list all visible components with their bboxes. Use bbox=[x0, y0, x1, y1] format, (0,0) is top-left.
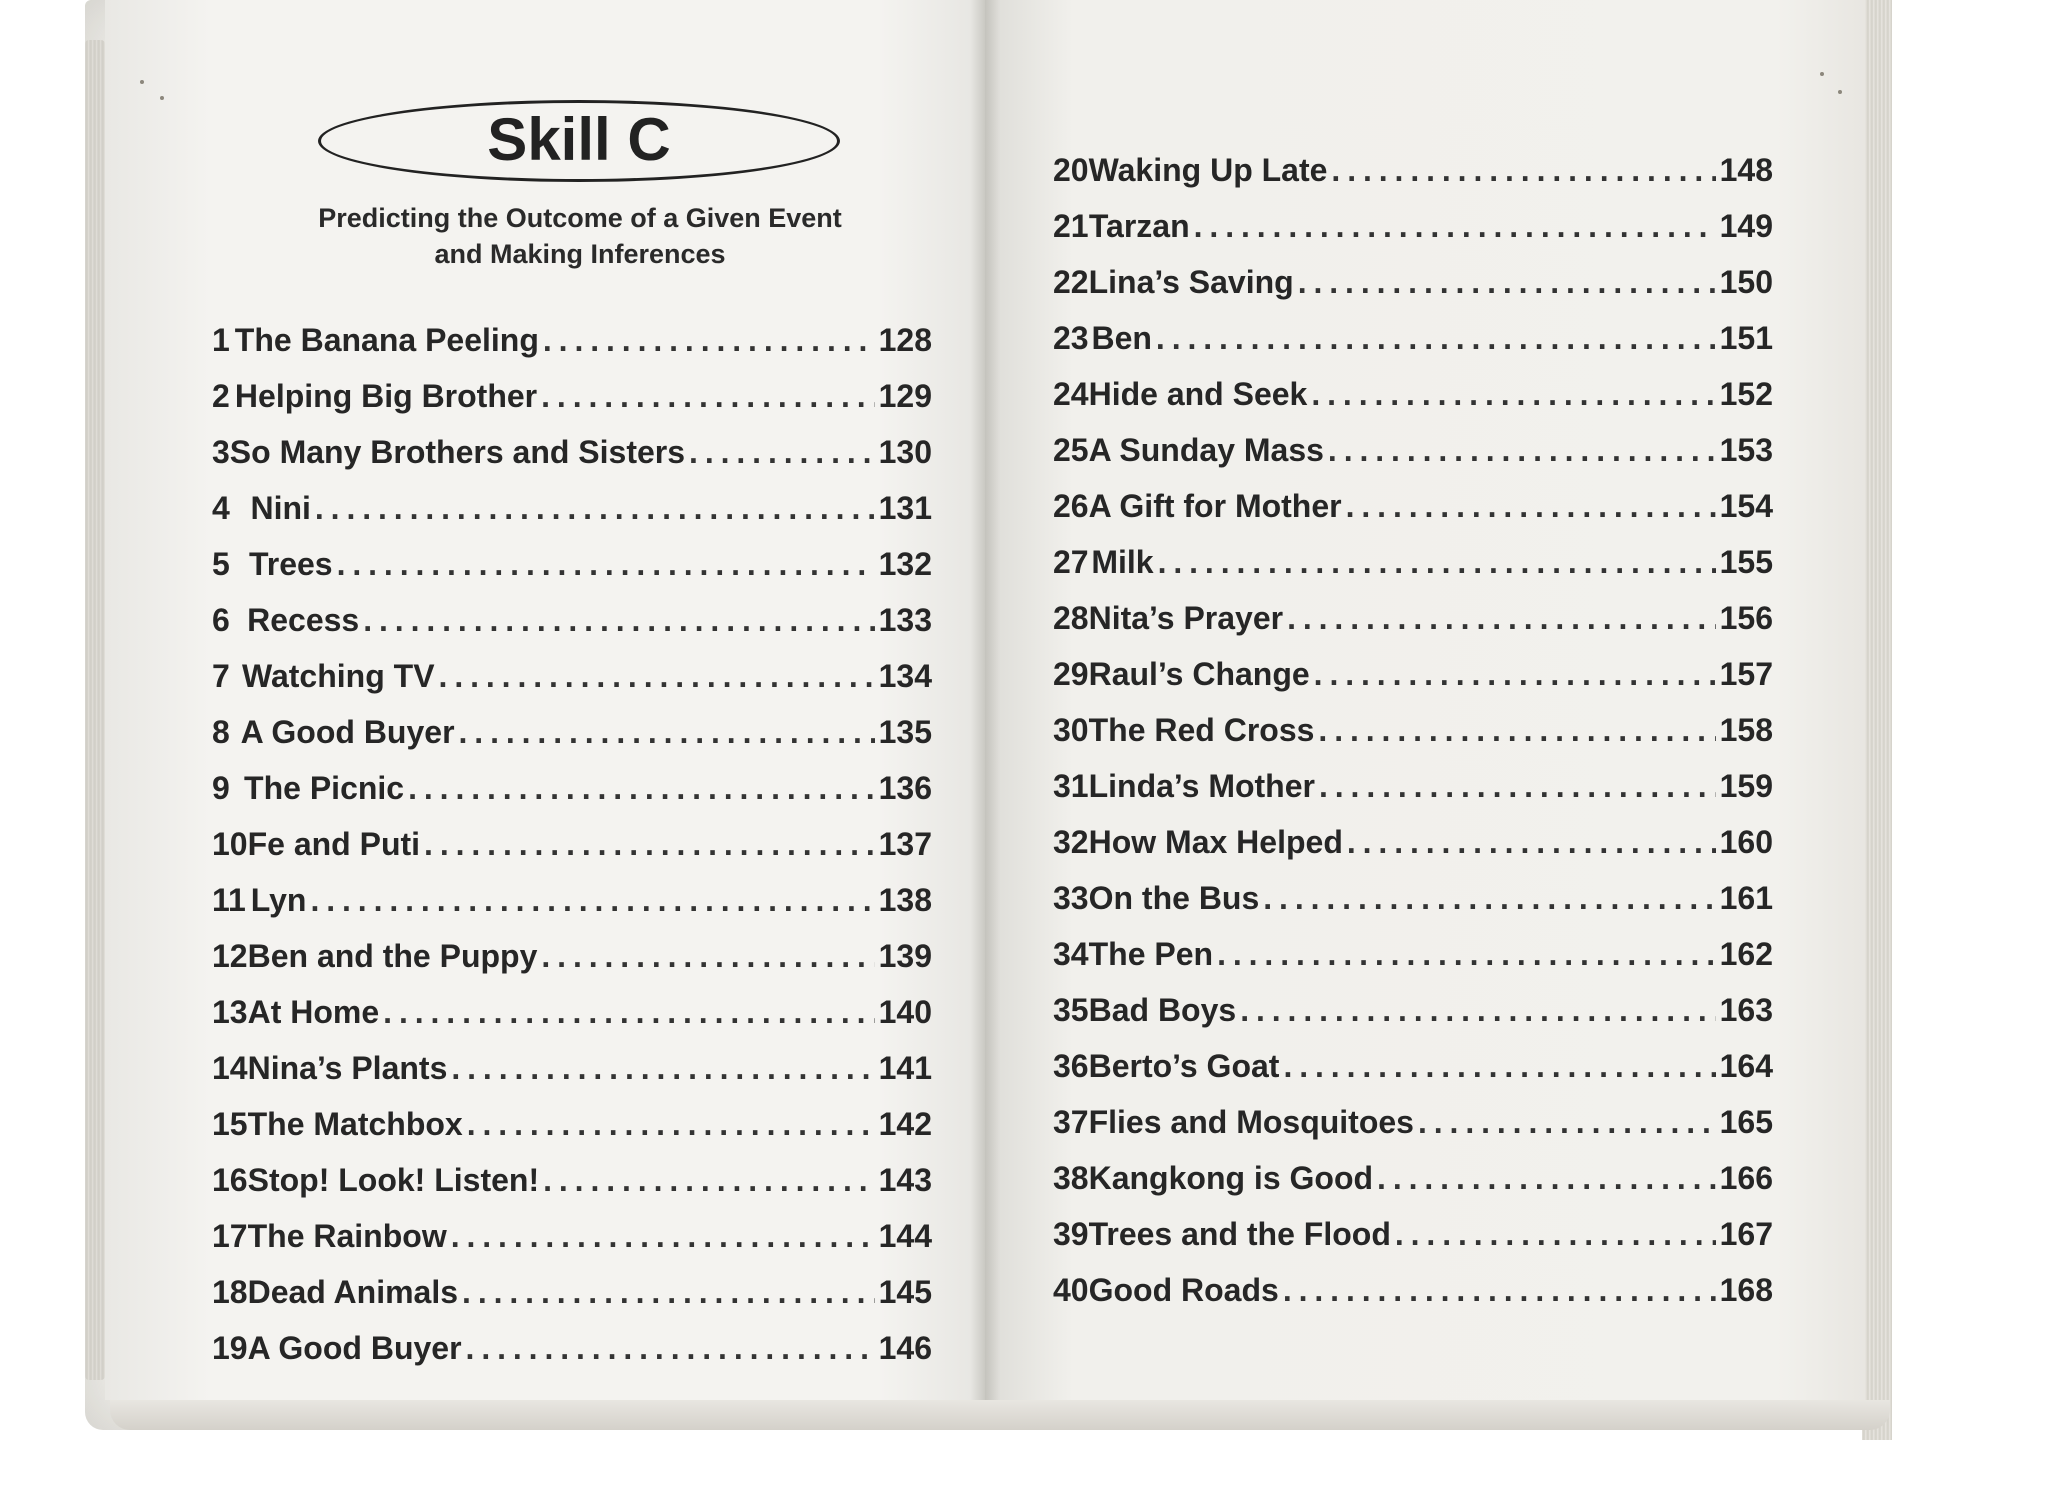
toc-entry bbox=[212, 1152, 932, 1208]
toc-entry-number: 40 bbox=[1053, 1271, 1089, 1308]
toc-entry-title: Tarzan bbox=[1088, 207, 1190, 244]
paper-speck bbox=[140, 80, 144, 84]
toc-entry-number: 12 bbox=[212, 937, 248, 974]
toc-entry-title: Linda’s Mother bbox=[1088, 767, 1315, 804]
toc-leader-dots bbox=[451, 1218, 875, 1255]
toc-entry-number: 27 bbox=[1053, 543, 1089, 580]
toc-entry-title: Lina’s Saving bbox=[1088, 263, 1294, 300]
toc-entry-title: The Red Cross bbox=[1088, 711, 1315, 748]
toc-entry-number: 38 bbox=[1053, 1159, 1089, 1196]
toc-leader-dots bbox=[1318, 712, 1715, 749]
toc-entry-number: 32 bbox=[1053, 823, 1089, 860]
toc-leader-dots bbox=[543, 322, 875, 359]
toc-entry-page: 158 bbox=[1719, 711, 1773, 748]
toc-entry-title: Nina’s Plants bbox=[247, 1049, 448, 1086]
toc-entry-title: Hide and Seek bbox=[1088, 375, 1308, 412]
toc-entry-title: The Picnic bbox=[244, 769, 405, 806]
skill-title: Skill C bbox=[487, 106, 671, 173]
toc-entry-number: 33 bbox=[1053, 879, 1089, 916]
toc-entry-number: 18 bbox=[212, 1273, 248, 1310]
toc-entry-page: 142 bbox=[878, 1105, 932, 1142]
toc-entry-title: Kangkong is Good bbox=[1088, 1159, 1374, 1196]
toc-entry-number: 7 bbox=[212, 657, 230, 694]
toc-entry bbox=[212, 1040, 932, 1096]
toc-entry bbox=[212, 760, 932, 816]
toc-entry-page: 130 bbox=[878, 433, 932, 470]
toc-entry-number: 17 bbox=[212, 1217, 248, 1254]
toc-entry-page: 155 bbox=[1719, 543, 1773, 580]
toc-entry-page: 129 bbox=[878, 377, 932, 414]
toc-entry bbox=[1053, 1094, 1773, 1150]
toc-entry-title: Nini bbox=[250, 489, 311, 526]
toc-list-right bbox=[1053, 142, 1773, 1318]
toc-entry bbox=[1053, 646, 1773, 702]
toc-entry bbox=[1053, 702, 1773, 758]
toc-entry-title: Trees and the Flood bbox=[1088, 1215, 1391, 1252]
toc-entry-number: 35 bbox=[1053, 991, 1089, 1028]
toc-entry-number: 28 bbox=[1053, 599, 1089, 636]
toc-entry bbox=[212, 648, 932, 704]
toc-leader-dots bbox=[408, 770, 875, 807]
toc-entry-title: Bad Boys bbox=[1088, 991, 1237, 1028]
paper-speck bbox=[1820, 72, 1824, 76]
toc-leader-dots bbox=[1298, 264, 1716, 301]
skill-subtitle-line2: and Making Inferences bbox=[434, 239, 726, 269]
toc-leader-dots bbox=[1194, 208, 1716, 245]
toc-entry bbox=[212, 872, 932, 928]
toc-leader-dots bbox=[1314, 656, 1716, 693]
toc-entry bbox=[212, 536, 932, 592]
toc-leader-dots bbox=[1283, 1272, 1716, 1309]
toc-entry-page: 164 bbox=[1719, 1047, 1773, 1084]
toc-entry bbox=[212, 816, 932, 872]
toc-entry-title: So Many Brothers and Sisters bbox=[229, 433, 686, 470]
toc-entry-number: 15 bbox=[212, 1105, 248, 1142]
toc-leader-dots bbox=[451, 1050, 874, 1087]
skill-subtitle bbox=[270, 200, 890, 272]
toc-entry-page: 168 bbox=[1719, 1271, 1773, 1308]
toc-entry-title: Waking Up Late bbox=[1088, 151, 1328, 188]
toc-leader-dots bbox=[337, 546, 875, 583]
toc-entry bbox=[212, 424, 932, 480]
page-edges-bottom bbox=[110, 1400, 1890, 1430]
toc-entry bbox=[1053, 254, 1773, 310]
paper-speck bbox=[1838, 90, 1842, 94]
toc-entry-page: 154 bbox=[1719, 487, 1773, 524]
toc-entry-page: 165 bbox=[1719, 1103, 1773, 1140]
toc-entry-title: The Pen bbox=[1088, 935, 1214, 972]
toc-entry bbox=[1053, 926, 1773, 982]
toc-leader-dots bbox=[1158, 544, 1716, 581]
paper-speck bbox=[160, 96, 164, 100]
toc-entry bbox=[1053, 534, 1773, 590]
toc-leader-dots bbox=[467, 1106, 875, 1143]
toc-entry bbox=[212, 368, 932, 424]
toc-entry bbox=[1053, 870, 1773, 926]
toc-entry-title: Recess bbox=[247, 601, 360, 638]
toc-entry-page: 150 bbox=[1719, 263, 1773, 300]
toc-leader-dots bbox=[1283, 1048, 1715, 1085]
toc-entry-page: 159 bbox=[1719, 767, 1773, 804]
toc-entry-page: 157 bbox=[1719, 655, 1773, 692]
toc-entry-page: 167 bbox=[1719, 1215, 1773, 1252]
toc-entry-number: 30 bbox=[1053, 711, 1089, 748]
toc-leader-dots bbox=[1377, 1160, 1716, 1197]
toc-entry-title: Stop! Look! Listen! bbox=[247, 1161, 540, 1198]
toc-entry bbox=[1053, 310, 1773, 366]
toc-entry bbox=[1053, 198, 1773, 254]
toc-entry-number: 10 bbox=[212, 825, 248, 862]
toc-entry bbox=[1053, 758, 1773, 814]
toc-entry-page: 134 bbox=[878, 657, 932, 694]
toc-entry-title: A Gift for Mother bbox=[1088, 487, 1342, 524]
toc-entry bbox=[1053, 1206, 1773, 1262]
toc-entry-page: 162 bbox=[1719, 935, 1773, 972]
toc-entry-title: How Max Helped bbox=[1088, 823, 1343, 860]
toc-entry-number: 29 bbox=[1053, 655, 1089, 692]
toc-entry bbox=[1053, 1262, 1773, 1318]
toc-entry-title: The Rainbow bbox=[247, 1217, 447, 1254]
toc-leader-dots bbox=[424, 826, 875, 863]
toc-leader-dots bbox=[1319, 768, 1716, 805]
toc-entry-page: 132 bbox=[878, 545, 932, 582]
toc-entry-page: 138 bbox=[878, 881, 932, 918]
toc-entry bbox=[212, 928, 932, 984]
toc-entry-number: 9 bbox=[212, 769, 230, 806]
toc-entry-title: Nita’s Prayer bbox=[1088, 599, 1284, 636]
toc-entry-number: 36 bbox=[1053, 1047, 1089, 1084]
toc-leader-dots bbox=[315, 490, 875, 527]
toc-entry-number: 34 bbox=[1053, 935, 1089, 972]
toc-entry-number: 19 bbox=[212, 1329, 248, 1366]
toc-entry-page: 151 bbox=[1719, 319, 1773, 356]
toc-entry-title: Berto’s Goat bbox=[1088, 1047, 1280, 1084]
toc-entry-page: 160 bbox=[1719, 823, 1773, 860]
page-edges-left bbox=[85, 40, 105, 1380]
toc-entry-number: 26 bbox=[1053, 487, 1089, 524]
toc-entry-title: Watching TV bbox=[241, 657, 435, 694]
toc-entry-page: 131 bbox=[878, 489, 932, 526]
toc-entry-title: Dead Animals bbox=[247, 1273, 459, 1310]
toc-entry bbox=[212, 704, 932, 760]
toc-entry-page: 148 bbox=[1719, 151, 1773, 188]
toc-leader-dots bbox=[310, 882, 874, 919]
toc-entry-number: 1 bbox=[212, 321, 230, 358]
toc-entry-page: 139 bbox=[878, 937, 932, 974]
toc-leader-dots bbox=[383, 994, 874, 1031]
toc-entry bbox=[212, 592, 932, 648]
toc-entry bbox=[212, 984, 932, 1040]
toc-entry-title: On the Bus bbox=[1088, 879, 1260, 916]
toc-entry-number: 8 bbox=[212, 713, 230, 750]
toc-entry-number: 6 bbox=[212, 601, 230, 638]
toc-entry-page: 152 bbox=[1719, 375, 1773, 412]
toc-entry bbox=[212, 312, 932, 368]
toc-entry bbox=[1053, 478, 1773, 534]
toc-leader-dots bbox=[1240, 992, 1715, 1029]
toc-entry-number: 3 bbox=[212, 433, 230, 470]
toc-entry-page: 128 bbox=[878, 321, 932, 358]
toc-entry-title: Helping Big Brother bbox=[234, 377, 538, 414]
toc-entry-number: 39 bbox=[1053, 1215, 1089, 1252]
toc-leader-dots bbox=[1347, 824, 1716, 861]
toc-leader-dots bbox=[1331, 152, 1715, 189]
book-gutter bbox=[970, 0, 1000, 1400]
toc-entry bbox=[1053, 982, 1773, 1038]
toc-entry-title: Ben bbox=[1091, 319, 1152, 356]
toc-leader-dots bbox=[462, 1274, 875, 1311]
toc-leader-dots bbox=[1217, 936, 1716, 973]
toc-leader-dots bbox=[439, 658, 875, 695]
toc-leader-dots bbox=[1418, 1104, 1716, 1141]
toc-entry bbox=[212, 480, 932, 536]
toc-entry-title: Fe and Puti bbox=[247, 825, 421, 862]
toc-entry-number: 22 bbox=[1053, 263, 1089, 300]
toc-entry-number: 31 bbox=[1053, 767, 1089, 804]
toc-leader-dots bbox=[1287, 600, 1716, 637]
toc-entry-number: 5 bbox=[212, 545, 230, 582]
toc-entry-page: 161 bbox=[1719, 879, 1773, 916]
toc-entry-number: 23 bbox=[1053, 319, 1089, 356]
toc-entry-page: 136 bbox=[878, 769, 932, 806]
toc-entry-title: Milk bbox=[1091, 543, 1154, 580]
toc-entry-page: 143 bbox=[878, 1161, 932, 1198]
toc-entry-number: 2 bbox=[212, 377, 230, 414]
toc-entry-number: 4 bbox=[212, 489, 230, 526]
toc-entry-page: 140 bbox=[878, 993, 932, 1030]
toc-leader-dots bbox=[1311, 376, 1715, 413]
toc-entry bbox=[1053, 142, 1773, 198]
toc-entry bbox=[1053, 1150, 1773, 1206]
toc-entry-page: 144 bbox=[878, 1217, 932, 1254]
toc-entry bbox=[212, 1320, 932, 1376]
toc-leader-dots bbox=[543, 1162, 875, 1199]
toc-entry-page: 145 bbox=[878, 1273, 932, 1310]
toc-entry bbox=[212, 1264, 932, 1320]
toc-leader-dots bbox=[541, 938, 874, 975]
toc-list-left bbox=[212, 312, 932, 1376]
toc-entry-title: Raul’s Change bbox=[1088, 655, 1310, 692]
toc-leader-dots bbox=[459, 714, 875, 751]
toc-entry-page: 135 bbox=[878, 713, 932, 750]
toc-entry-page: 153 bbox=[1719, 431, 1773, 468]
toc-leader-dots bbox=[1263, 880, 1715, 917]
toc-entry-page: 156 bbox=[1719, 599, 1773, 636]
toc-entry-page: 137 bbox=[878, 825, 932, 862]
toc-leader-dots bbox=[541, 378, 874, 415]
toc-entry-number: 14 bbox=[212, 1049, 248, 1086]
toc-entry-page: 149 bbox=[1719, 207, 1773, 244]
toc-entry-page: 141 bbox=[878, 1049, 932, 1086]
toc-entry-number: 20 bbox=[1053, 151, 1089, 188]
toc-leader-dots bbox=[1346, 488, 1716, 525]
toc-entry bbox=[1053, 814, 1773, 870]
toc-entry bbox=[212, 1096, 932, 1152]
toc-entry-number: 16 bbox=[212, 1161, 248, 1198]
skill-subtitle-line1: Predicting the Outcome of a Given Event bbox=[318, 203, 842, 233]
toc-entry-number: 25 bbox=[1053, 431, 1089, 468]
toc-leader-dots bbox=[1395, 1216, 1716, 1253]
toc-entry bbox=[1053, 1038, 1773, 1094]
toc-leader-dots bbox=[1328, 432, 1716, 469]
toc-entry-title: Flies and Mosquitoes bbox=[1088, 1103, 1414, 1140]
toc-entry-title: A Good Buyer bbox=[240, 713, 455, 750]
toc-entry-title: The Matchbox bbox=[247, 1105, 463, 1142]
toc-entry-title: A Sunday Mass bbox=[1088, 431, 1324, 468]
toc-entry-number: 21 bbox=[1053, 207, 1089, 244]
toc-entry-page: 146 bbox=[878, 1329, 932, 1366]
toc-entry bbox=[212, 1208, 932, 1264]
toc-entry-title: A Good Buyer bbox=[247, 1329, 462, 1366]
toc-entry bbox=[1053, 422, 1773, 478]
toc-entry-page: 163 bbox=[1719, 991, 1773, 1028]
toc-entry bbox=[1053, 366, 1773, 422]
toc-entry-number: 24 bbox=[1053, 375, 1089, 412]
toc-entry-number: 11 bbox=[212, 881, 246, 918]
toc-leader-dots bbox=[689, 434, 875, 471]
toc-entry-page: 133 bbox=[878, 601, 932, 638]
toc-entry-number: 13 bbox=[212, 993, 248, 1030]
page-edges-right bbox=[1862, 0, 1892, 1440]
toc-entry-page: 166 bbox=[1719, 1159, 1773, 1196]
toc-entry-title: At Home bbox=[247, 993, 380, 1030]
toc-leader-dots bbox=[363, 602, 874, 639]
toc-leader-dots bbox=[466, 1330, 875, 1367]
toc-entry-title: Ben and the Puppy bbox=[247, 937, 538, 974]
toc-entry-title: Trees bbox=[248, 545, 333, 582]
toc-entry-title: Good Roads bbox=[1088, 1271, 1279, 1308]
toc-entry-title: Lyn bbox=[250, 881, 307, 918]
toc-entry-number: 37 bbox=[1053, 1103, 1089, 1140]
toc-entry-title: The Banana Peeling bbox=[234, 321, 539, 358]
toc-entry bbox=[1053, 590, 1773, 646]
toc-leader-dots bbox=[1156, 320, 1716, 357]
